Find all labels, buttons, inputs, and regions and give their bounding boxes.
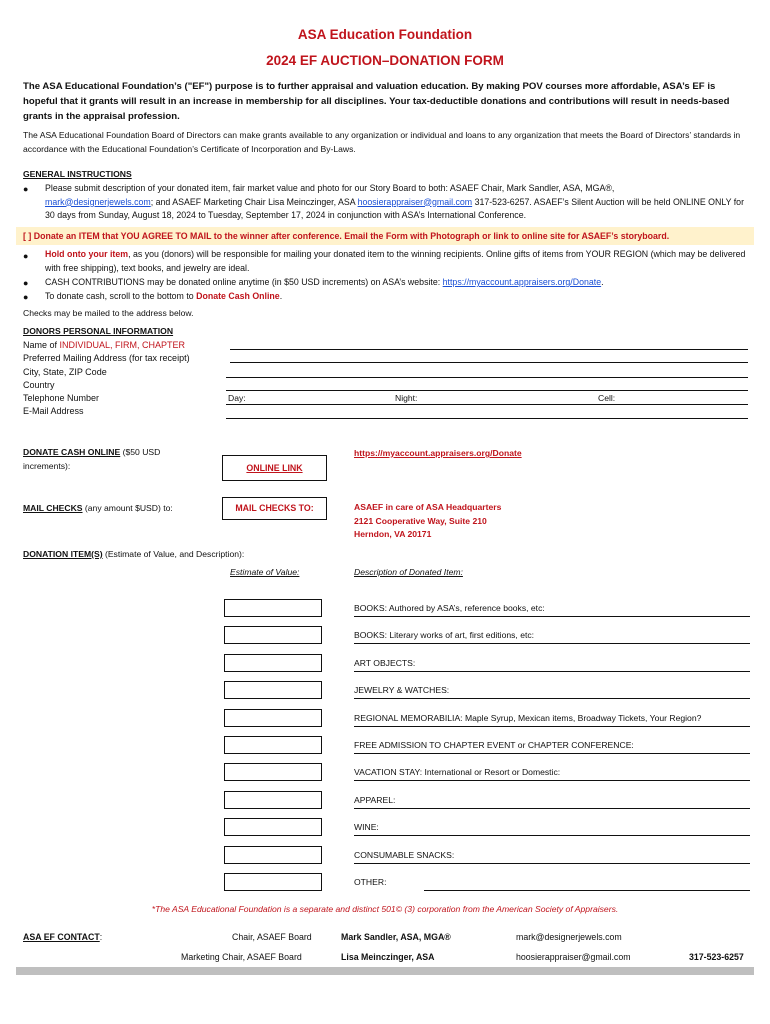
item-description-field[interactable] [424, 890, 750, 891]
scroll-text-end: . [279, 291, 283, 301]
contact-email-2[interactable]: hoosierappraiser@gmail.com [516, 952, 631, 962]
item-category-label: CONSUMABLE SNACKS: [354, 850, 455, 860]
instruction-submit-post: 317-523-6257. ASAEF’s Silent Auction will be held ONLINE ONLY for 30 days from Sunday, August 18, 2024 to Tuesday, September 17, 2024 in conjunction with ASA’s International Conference. [45, 196, 744, 220]
item-description-field[interactable] [354, 753, 750, 754]
donate-online-url[interactable]: https://myaccount.appraisers.org/Donate [354, 448, 522, 458]
bullet-icon: ● [23, 251, 29, 261]
estimate-value-input[interactable] [224, 626, 322, 644]
donor-info-heading: DONORS PERSONAL INFORMATION [23, 326, 174, 336]
online-link-button-label: ONLINE LINK [246, 463, 303, 473]
phone-field[interactable] [226, 404, 748, 405]
item-category-label: VACATION STAY: International or Resort or Domestic: [354, 767, 561, 777]
chair-email-link[interactable]: mark@designerjewels.com [45, 196, 151, 207]
board-paragraph: The ASA Educational Foundation Board of Directors can make grants available to any organization or individual and loans to any organization that meets the Board of Directors’ standards in accordance with the Educational Foundation’s Certificate of Incorporation and By-Laws. [23, 130, 741, 154]
mailing-address [354, 501, 501, 542]
org-title: ASA Education Foundation [297, 27, 473, 42]
item-description-field[interactable] [354, 698, 750, 699]
item-description-field[interactable] [354, 808, 750, 809]
estimate-value-header: Estimate of Value: [230, 567, 300, 577]
item-category-label: FREE ADMISSION TO CHAPTER EVENT or CHAPTER CONFERENCE: [354, 740, 634, 750]
estimate-value-input[interactable] [224, 654, 322, 672]
item-description-field[interactable] [354, 616, 750, 617]
item-category-label: OTHER: [354, 877, 387, 887]
item-description-field[interactable] [354, 780, 750, 781]
estimate-value-input[interactable] [224, 681, 322, 699]
mailing-field[interactable] [230, 362, 748, 363]
intro-paragraph: The ASA Educational Foundation’s ("EF") purpose is to further appraisal and valuation education. By making POV courses more affordable, ASA’s EF is hopeful that it grants will result in an increase in membership for all disciplines. Your tax-deductible donations and contributions will result in needs-based grants in the appraisal profession. [23, 81, 730, 122]
footer-divider [16, 967, 754, 975]
estimate-value-input[interactable] [224, 818, 322, 836]
cash-text: CASH CONTRIBUTIONS may be donated online anytime (in $50 USD increments) on ASA’s website: [45, 277, 443, 287]
donate-cash-label-rest: ($50 USD increments): [23, 447, 161, 471]
contact-role-1: Chair, ASAEF Board [232, 932, 312, 942]
contact-label [23, 932, 102, 942]
hold-item-emphasis: Hold onto your item [45, 249, 129, 259]
marketing-email-link[interactable]: hoosierappraiser@gmail.com [357, 196, 473, 207]
address-line-1: ASAEF in care of ASA Headquarters [354, 502, 502, 512]
estimate-value-input[interactable] [224, 763, 322, 781]
mailing-label: Preferred Mailing Address (for tax receipt) [23, 353, 190, 364]
estimate-value-input[interactable] [224, 846, 322, 864]
phone-label: Telephone Number [23, 393, 100, 404]
donate-url-link[interactable]: https://myaccount.appraisers.org/Donate [442, 277, 602, 287]
estimate-value-input[interactable] [224, 791, 322, 809]
contact-label-colon: : [99, 932, 103, 942]
name-label [23, 339, 190, 352]
country-label: Country [23, 379, 55, 390]
item-description-field[interactable] [354, 671, 750, 672]
country-field[interactable] [226, 390, 748, 391]
item-category-label: JEWELRY & WATCHES: [354, 685, 450, 695]
item-category-label: BOOKS: Literary works of art, first editions, etc: [354, 630, 535, 640]
bullet-icon: ● [23, 292, 29, 302]
description-header: Description of Donated Item: [354, 567, 463, 577]
estimate-value-input[interactable] [224, 736, 322, 754]
contact-role-2: Marketing Chair, ASAEF Board [181, 952, 302, 962]
item-category-label: WINE: [354, 822, 379, 832]
contact-phone-2: 317-523-6257 [689, 952, 744, 962]
estimate-value-input[interactable] [224, 709, 322, 727]
form-title: 2024 EF AUCTION–DONATION FORM [266, 53, 504, 68]
donation-items-label-rest: (Estimate of Value, and Description): [102, 549, 245, 559]
item-category-label: ART OBJECTS: [354, 658, 416, 668]
instruction-submit-mid: ; and ASAEF Marketing Chair Lisa Meinczinger, ASA [150, 196, 358, 207]
donate-item-checkbox-line[interactable]: [ ] Donate an ITEM that YOU AGREE TO MAIL to the winner after conference. Email the Form with Photograph or link to online site for ASAEF’s storyboard. [23, 231, 670, 241]
mail-checks-label-bold: MAIL CHECKS [23, 503, 83, 513]
mail-checks-button[interactable] [222, 497, 327, 520]
mail-checks-button-label: MAIL CHECKS TO: [235, 503, 314, 513]
donation-items-label [23, 549, 244, 559]
mail-checks-label [23, 503, 173, 513]
night-label: Night: [395, 393, 418, 403]
footnote: *The ASA Educational Foundation is a separate and distinct 501© (3) corporation from the American Society of Appraisers. [151, 904, 619, 914]
email-field[interactable] [226, 418, 748, 419]
instruction-scroll [45, 290, 750, 304]
estimate-value-input[interactable] [224, 873, 322, 891]
item-description-field[interactable] [354, 835, 750, 836]
mail-checks-label-rest: (any amount $USD) to: [82, 503, 173, 513]
hold-item-text: , as you (donors) will be responsible for mailing your donated item to the winning recipients. Online gifts of items from YOUR REGION (which may be delivered with free shipping), text books, and jewelry are ideal. [45, 249, 746, 273]
instruction-hold-item [45, 248, 750, 275]
scroll-text: To donate cash, scroll to the bottom to [45, 291, 197, 301]
address-line-2: 2121 Cooperative Way, Suite 210 [354, 515, 487, 526]
online-link-button[interactable] [222, 455, 327, 481]
cell-label: Cell: [598, 393, 616, 403]
donate-cash-label [23, 445, 193, 473]
address-line-3: Herndon, VA 20171 [354, 529, 432, 539]
cash-text-end: . [601, 277, 604, 287]
contact-name-2: Lisa Meinczinger, ASA [341, 952, 435, 962]
donate-cash-online-ref: Donate Cash Online [196, 291, 280, 301]
name-label-pre: Name of [23, 340, 60, 350]
item-category-label: APPAREL: [354, 795, 396, 805]
bullet-icon: ● [23, 278, 29, 288]
name-field[interactable] [230, 349, 748, 350]
item-description-field[interactable] [354, 863, 750, 864]
checks-note: Checks may be mailed to the address below. [23, 308, 194, 318]
contact-label-bold: ASA EF CONTACT [23, 932, 100, 942]
email-label: E-Mail Address [23, 406, 84, 417]
estimate-value-input[interactable] [224, 599, 322, 617]
general-instructions-heading: GENERAL INSTRUCTIONS [23, 169, 132, 179]
donor-labels [23, 339, 190, 419]
bullet-icon: ● [23, 184, 29, 194]
item-category-label: BOOKS: Authored by ASA’s, reference books, etc: [354, 603, 545, 613]
instruction-submit [45, 182, 750, 223]
donation-items-label-bold: DONATION ITEM(S) [23, 549, 103, 559]
instruction-submit-text: Please submit description of your donated item, fair market value and photo for our Story Board to both: ASAEF Chair, Mark Sandler, ASA, MGA®, [45, 183, 615, 193]
day-label: Day: [228, 393, 246, 403]
name-label-red: INDIVIDUAL, FIRM, CHAPTER [59, 340, 186, 350]
contact-email-1[interactable]: mark@designerjewels.com [516, 932, 622, 942]
item-category-label: REGIONAL MEMORABILIA: Maple Syrup, Mexican items, Broadway Tickets, Your Region? [354, 713, 702, 723]
instruction-cash [45, 276, 750, 290]
city-label: City, State, ZIP Code [23, 366, 107, 377]
contact-name-1: Mark Sandler, ASA, MGA® [341, 932, 451, 942]
city-field[interactable] [226, 377, 748, 378]
donate-cash-label-bold: DONATE CASH ONLINE [23, 447, 121, 457]
item-description-field[interactable] [354, 643, 750, 644]
item-description-field[interactable] [354, 726, 750, 727]
